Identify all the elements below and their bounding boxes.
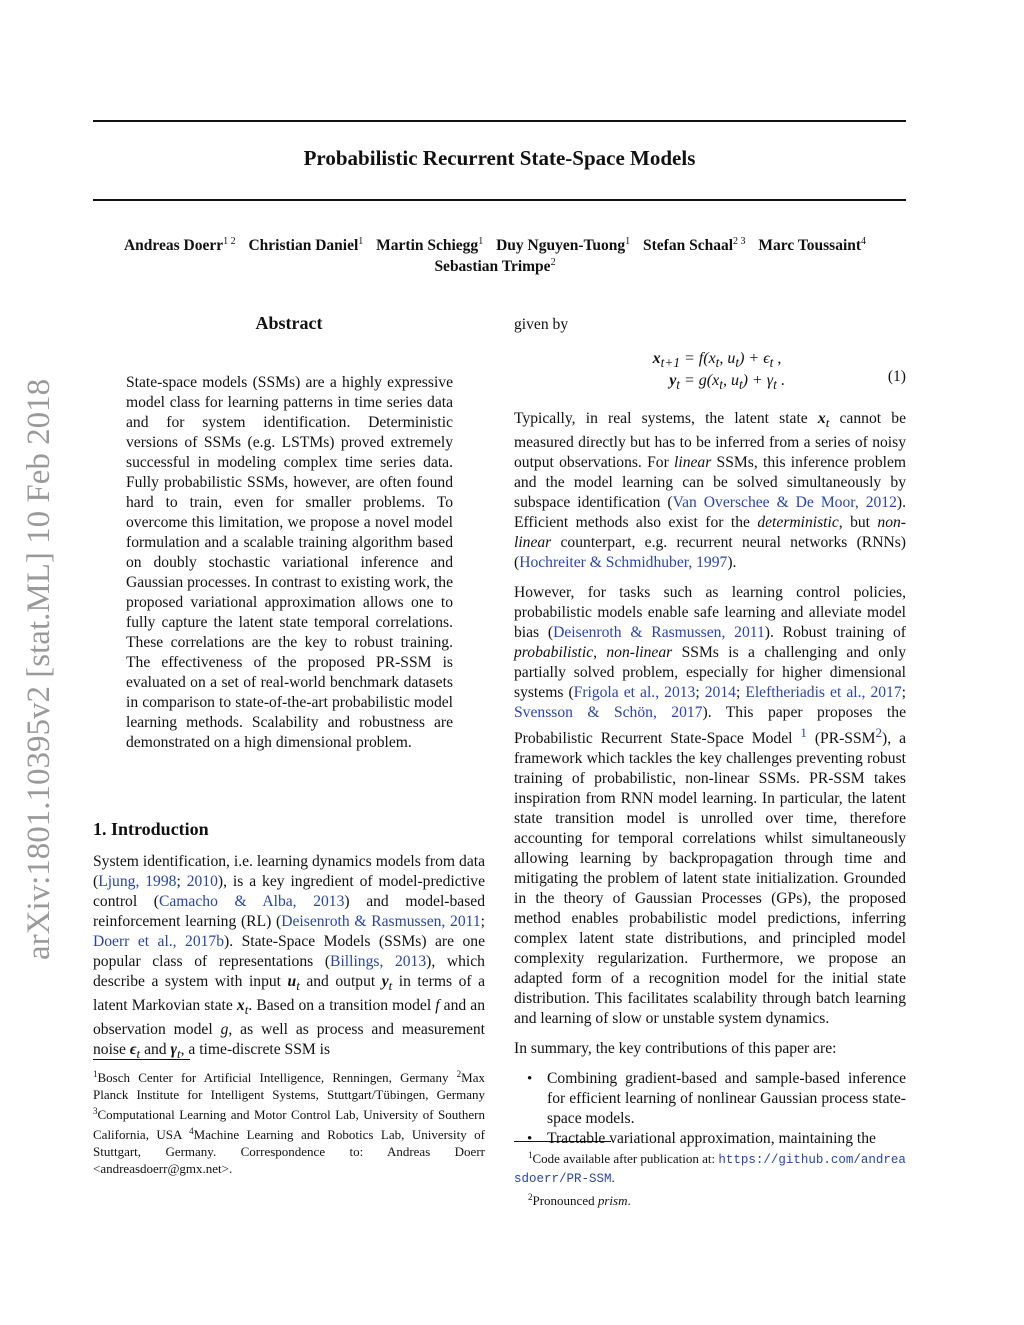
text-run: ; — [901, 684, 906, 702]
footnote-marker: 2 — [456, 1069, 462, 1079]
math-text: , u — [719, 350, 736, 367]
emphasis: linear — [674, 454, 712, 472]
citation-link[interactable]: Van Overschee & De Moor, 2012 — [672, 494, 897, 512]
math-symbol: ϵ — [129, 1041, 137, 1059]
math-symbol: u — [287, 973, 297, 990]
citation-link[interactable]: Hochreiter & Schmidhuber, 1997 — [519, 554, 728, 572]
text-run: and output — [299, 973, 382, 990]
footnote-text: Bosch Center for Artificial Intelligence, Renningen, Germany — [97, 1070, 449, 1085]
math-subscript: t+1 — [660, 355, 680, 371]
equation-1 — [514, 341, 906, 399]
citation-link[interactable]: Camacho & Alba, 2013 — [158, 893, 345, 910]
citation-link[interactable]: Billings, 2013 — [330, 953, 427, 970]
text-run: ; — [735, 684, 746, 702]
equation-line-output — [514, 371, 785, 395]
footnote-rule — [514, 1141, 611, 1142]
text-run: ). Robust training of — [764, 624, 906, 642]
math-text: = f(x — [680, 350, 716, 367]
text-run: System identification, i.e. learning dynamics models from data ( — [93, 853, 485, 890]
citation-link[interactable]: 2010 — [186, 873, 218, 890]
math-subscript: t — [136, 1046, 141, 1062]
text-run: and — [140, 1041, 171, 1059]
section-heading-introduction: 1. Introduction — [93, 819, 209, 839]
text-run: and an observation model — [93, 997, 485, 1039]
github-url-link[interactable]: https://github.com/andreasdoerr/PR-SSM — [514, 1153, 906, 1186]
footnote-text: . — [627, 1193, 631, 1208]
author-affiliation: 2 — [550, 257, 556, 268]
text-run: ; — [480, 913, 485, 930]
given-by-text: given by — [514, 316, 569, 333]
math-subscript: t — [825, 415, 830, 431]
arxiv-identifier-stamp: arXiv:1801.10395v2 [stat.ML] 10 Feb 2018 — [21, 378, 57, 960]
affiliation-footnotes — [93, 1066, 485, 1177]
citation-link[interactable]: Eleftheriadis et al., 2017 — [745, 684, 902, 702]
author-affiliation: 1 — [625, 236, 631, 247]
text-run: SSMs is a challenging and only partially solved problem, especially for higher dimensional systems ( — [514, 644, 906, 702]
text-run: ; — [695, 684, 705, 702]
author-name: Andreas Doerr — [123, 237, 224, 254]
text-run: (PR-SSM — [806, 730, 876, 748]
author-affiliation: 2 3 — [733, 236, 746, 247]
author-list-line2 — [93, 257, 906, 276]
math-subscript: t — [769, 355, 774, 371]
paragraph-however — [514, 583, 906, 1029]
footnote-link[interactable]: 2 — [875, 725, 883, 741]
math-symbol: x — [236, 997, 245, 1015]
footnote-marker: 2 — [528, 1192, 533, 1202]
footnote-code — [514, 1146, 906, 1188]
author-name: Stefan Schaal — [643, 237, 734, 254]
text-run: counterpart, e.g. recurrent neural networks (RNNs) ( — [514, 534, 906, 572]
abstract-heading: Abstract — [255, 313, 323, 333]
author-affiliation: 1 — [478, 236, 484, 247]
footnote-rule — [93, 1059, 190, 1060]
paragraph-typically — [514, 409, 906, 573]
math-symbol: x — [817, 410, 826, 427]
footnote-link[interactable]: 1 — [800, 725, 807, 741]
footnote-marker: 1 — [93, 1069, 98, 1079]
text-run: ; — [176, 873, 187, 890]
author-affiliation: 1 — [358, 236, 364, 247]
math-text: ) + ϵ — [739, 350, 770, 367]
footnote-marker: 4 — [189, 1126, 194, 1136]
math-symbol: y — [381, 973, 389, 990]
math-subscript: t — [296, 978, 300, 994]
math-subscript: t — [176, 1046, 181, 1062]
citation-link[interactable]: Frigola et al., 2013 — [573, 684, 696, 702]
citation-link[interactable]: Deisenroth & Rasmussen, 2011 — [553, 624, 765, 642]
citation-link[interactable]: Ljung, 1998 — [98, 873, 177, 890]
emphasis: non-linear — [514, 514, 906, 552]
math-symbol: f — [435, 997, 440, 1015]
equation-number: (1) — [887, 368, 906, 385]
text-run: , but — [838, 514, 878, 532]
citation-link[interactable]: Svensson & Schön, 2017 — [514, 704, 703, 722]
footnote-text: Pronounced — [532, 1193, 598, 1208]
math-symbol: γ — [170, 1041, 177, 1059]
text-run: cannot be measured directly but has to be inferred from a series of noisy output observations. For — [514, 410, 906, 472]
title-bottom-rule — [93, 199, 906, 201]
math-subscript: t — [244, 1002, 249, 1018]
math-symbol: x — [652, 350, 661, 367]
list-item: • Combining gradient-based and sample-based inference for efficient learning of nonlinear Gaussian process state-space models. — [547, 1069, 906, 1129]
math-text: , u — [722, 372, 739, 389]
text-run: Typically, in real systems, the latent state — [514, 410, 818, 427]
author-affiliation: 1 2 — [223, 236, 236, 247]
text-run: , as well as process and measurement noise — [93, 1021, 485, 1059]
math-text: , — [773, 350, 782, 367]
right-column — [514, 315, 906, 1149]
footnote-text: Code available after publication at: — [532, 1151, 719, 1166]
math-text: . — [776, 372, 785, 389]
author-name: Duy Nguyen-Tuong — [496, 237, 626, 254]
math-subscript: t — [738, 377, 743, 393]
math-subscript: t — [676, 377, 680, 393]
text-run: ), a framework which tackles the key challenges preventing robust training of probabilistic, non-linear SSMs. PR-SSM takes inspiration from RNN model learning. In particular, the latent state transition model is unrolled over time, therefore accounting for temporal correlations whilst simultaneously allowing learning by backpropagation through time and mitigating the problem of latent state initialization. Grounded in the theory of Gaussian Processes (GPs), the proposed method enables probabilistic model predictions, inferring complex latent state distributions, and principled model complexity regularization. Furthermore, we propose an adapted form of a recognition model for the initial state distribution. This facilitates scalability through batch learning and learning of slow or unstable system dynamics. — [514, 730, 906, 1028]
footnote-text: Max Planck Institute for Intelligent Systems, Stuttgart/Tübingen, Germany — [93, 1070, 485, 1102]
code-footnotes — [514, 1146, 906, 1210]
footnote-marker: 3 — [93, 1106, 98, 1116]
math-subscript: t — [388, 978, 393, 994]
abstract-body: State-space models (SSMs) are a highly expressive model class for learning patterns in time series data and for system identification. Deterministic versions of SSMs (e.g. LSTMs) proved extremely successful in modeling complex time series data. Fully probabilistic SSMs, however, are often found hard to train, even for smaller problems. To overcome this limitation, we propose a novel model formulation and a scalable training algorithm based on doubly stochastic variational inference and Gaussian processes. In contrast to existing work, the proposed variational approximation allows one to fully capture the latent state temporal correlations. These correlations are the key to robust training. The effectiveness of the proposed PR-SSM is evaluated on a set of real-world benchmark datasets in comparison to state-of-the-art probabilistic model learning methods. Scalability and robustness are demonstrated on a high dimensional problem. — [126, 374, 453, 751]
text-run: , a time-discrete SSM is — [180, 1041, 331, 1059]
author-name: Christian Daniel — [248, 237, 359, 254]
author-name: Martin Schiegg — [376, 237, 479, 254]
list-item: • Tractable variational approximation, maintaining the — [547, 1129, 906, 1149]
contributions-list — [514, 1069, 906, 1149]
emphasis: deterministic — [757, 514, 839, 532]
footnote-pronunciation — [514, 1188, 906, 1210]
math-text: = g(x — [680, 372, 720, 389]
math-symbol: g — [220, 1021, 229, 1039]
math-subscript: t — [735, 355, 740, 371]
text-run: ). State-Space Models (SSMs) are one popular class of representations ( — [93, 933, 485, 970]
text-run: in terms of a latent Markovian state — [93, 973, 485, 1015]
text-run: ), which describe a system with input — [93, 953, 485, 990]
author-list — [93, 236, 906, 255]
text-run: However, for tasks such as learning control policies, probabilistic models enable safe learning and alleviate model bias ( — [514, 584, 906, 642]
emphasis: probabilistic, non-linear — [514, 644, 673, 662]
equation-lhs — [514, 349, 680, 373]
citation-link[interactable]: Doerr et al., 2017b — [93, 933, 225, 950]
equation-line-state — [514, 349, 781, 373]
citation-link[interactable]: Deisenroth & Rasmussen, 2011 — [281, 913, 481, 930]
paper-title: Probabilistic Recurrent State-Space Models — [303, 146, 696, 170]
text-run: ), is a key ingredient of model-predictive control ( — [93, 873, 486, 910]
intro-paragraph — [93, 852, 485, 1064]
text-run: . Based on a transition model — [248, 997, 436, 1015]
math-subscript: t — [719, 377, 723, 393]
text-run: ). — [727, 554, 737, 572]
citation-link[interactable]: 2014 — [704, 684, 736, 702]
math-text: ) + γ — [742, 372, 774, 389]
paragraph-summary: In summary, the key contributions of this paper are: — [514, 1040, 837, 1058]
emphasis: prism — [597, 1193, 628, 1208]
author-name: Sebastian Trimpe — [434, 258, 551, 275]
top-rule — [93, 120, 906, 122]
footnote-text: . — [611, 1170, 615, 1185]
footnote-text: Machine Learning and Robotics Lab, University of Stuttgart, Germany. Correspondence to: Andreas Doerr <andreasdoerr@gmx.net>. — [93, 1127, 485, 1176]
text-run: SSMs, this inference problem and the model learning can be solved simultaneously by subspace identification ( — [514, 454, 907, 512]
text-run: ) and model-based reinforcement learning (RL) ( — [93, 893, 486, 930]
text-run: ). This paper proposes the Probabilistic Recurrent State-Space Model — [514, 704, 906, 748]
math-symbol: y — [669, 372, 677, 389]
author-affiliation: 4 — [861, 236, 867, 247]
text-run: ). Efficient methods also exist for the — [514, 494, 906, 532]
footnote-text: Computational Learning and Motor Control Lab, University of Southern California, USA — [93, 1107, 485, 1142]
author-name: Marc Toussaint — [758, 237, 862, 254]
footnote-marker: 1 — [528, 1150, 533, 1160]
equation-lhs — [514, 371, 680, 395]
math-subscript: t — [773, 377, 777, 393]
math-subscript: t — [715, 355, 720, 371]
